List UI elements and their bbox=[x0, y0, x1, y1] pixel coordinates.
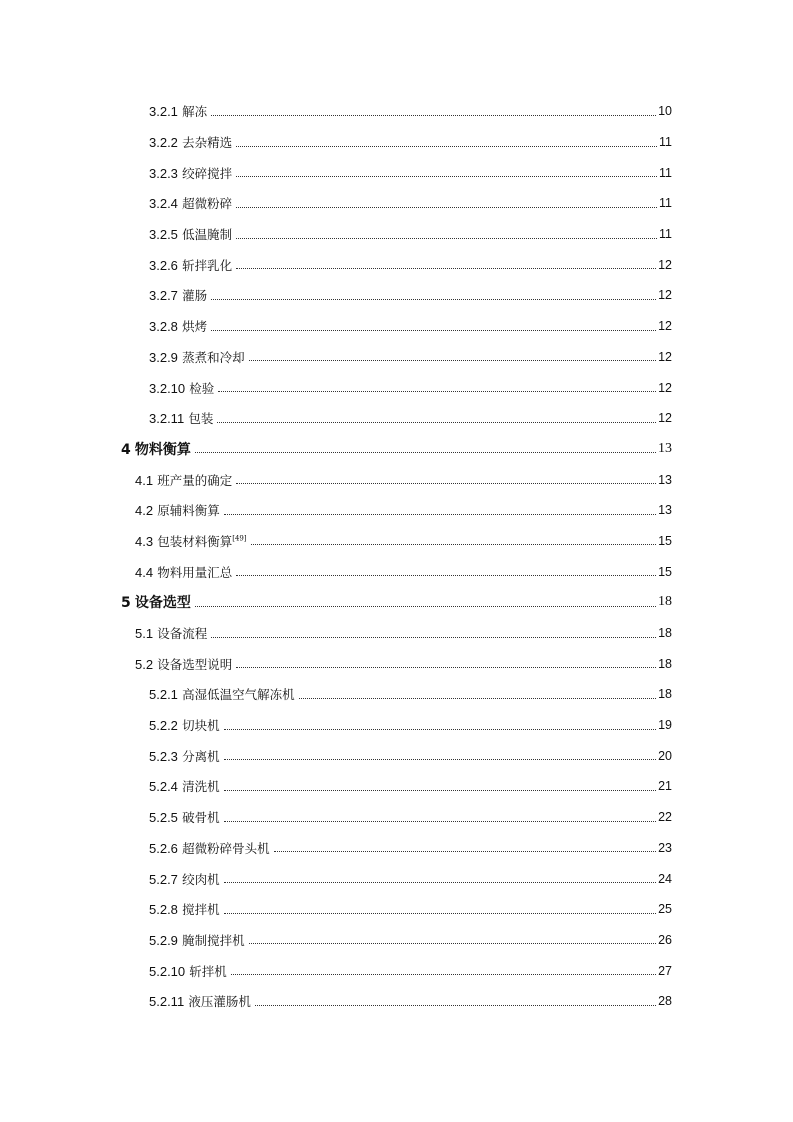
toc-entry-number: 5.1 bbox=[135, 626, 154, 642]
dot-leader bbox=[299, 698, 657, 699]
toc-entry[interactable] bbox=[0, 219, 793, 250]
toc-entry[interactable] bbox=[0, 863, 793, 894]
toc-entry-title: 设备流程 bbox=[157, 626, 208, 642]
toc-entry-number: 4.1 bbox=[135, 472, 154, 488]
toc-entry-page-number: 22 bbox=[658, 810, 672, 825]
dot-leader bbox=[255, 1005, 656, 1006]
toc-entry-title: 斩拌机 bbox=[189, 963, 227, 979]
toc-entry-label bbox=[121, 439, 193, 459]
toc-entry-title: 检验 bbox=[189, 380, 215, 396]
toc-entry-label bbox=[149, 777, 222, 795]
toc-entry-label bbox=[149, 747, 222, 765]
toc-entry-title: 解冻 bbox=[182, 104, 208, 120]
toc-entry-page-number: 20 bbox=[658, 748, 672, 763]
toc-entry-title: 搅拌机 bbox=[182, 902, 220, 918]
toc-entry-label bbox=[149, 992, 253, 1010]
toc-entry[interactable] bbox=[0, 96, 793, 127]
dot-leader bbox=[224, 759, 657, 760]
toc-entry-label bbox=[149, 409, 215, 427]
toc-entry-page-number: 12 bbox=[658, 257, 672, 272]
toc-entry-page-number: 12 bbox=[658, 349, 672, 364]
toc-entry-title: 包装材料衡算 bbox=[157, 533, 233, 549]
toc-entry[interactable] bbox=[0, 526, 793, 557]
dot-leader bbox=[224, 729, 657, 730]
toc-entry-number: 5.2.4 bbox=[149, 779, 178, 795]
toc-entry-label bbox=[149, 839, 272, 857]
toc-entry-page-number: 12 bbox=[658, 288, 672, 303]
toc-entry-title: 破骨机 bbox=[182, 810, 220, 826]
toc-entry-page-number: 24 bbox=[658, 871, 672, 886]
dot-leader bbox=[236, 176, 657, 177]
toc-entry[interactable] bbox=[0, 618, 793, 649]
dot-leader bbox=[224, 514, 656, 515]
dot-leader bbox=[224, 790, 657, 791]
dot-leader bbox=[224, 821, 657, 822]
dot-leader bbox=[211, 299, 656, 300]
toc-entry-title: 液压灌肠机 bbox=[188, 994, 251, 1010]
toc-entry-label bbox=[149, 256, 234, 274]
toc-entry[interactable] bbox=[0, 802, 793, 833]
toc-entry[interactable] bbox=[0, 925, 793, 956]
toc-entry-number: 3.2.11 bbox=[149, 411, 185, 427]
toc-entry-label bbox=[149, 900, 222, 918]
toc-entry[interactable] bbox=[0, 280, 793, 311]
toc-entry-label bbox=[149, 379, 216, 397]
toc-entry-number: 3.2.8 bbox=[149, 319, 178, 335]
dot-leader bbox=[236, 575, 656, 576]
toc-entry-page-number: 11 bbox=[659, 196, 672, 211]
toc-entry-number: 3.2.7 bbox=[149, 288, 178, 304]
citation-superscript: [49] bbox=[232, 534, 247, 543]
toc-entry-label bbox=[149, 133, 234, 151]
toc-entry[interactable] bbox=[0, 434, 793, 465]
toc-entry[interactable] bbox=[0, 157, 793, 188]
dot-leader bbox=[217, 422, 656, 423]
toc-entry-label bbox=[135, 624, 209, 642]
dot-leader bbox=[211, 637, 656, 638]
toc-entry-label bbox=[149, 685, 297, 703]
toc-entry-label bbox=[149, 931, 247, 949]
toc-entry[interactable] bbox=[0, 833, 793, 864]
toc-entry-number: 5.2.1 bbox=[149, 687, 178, 703]
dot-leader bbox=[211, 330, 656, 331]
dot-leader bbox=[236, 207, 657, 208]
toc-entry-label bbox=[135, 563, 234, 581]
toc-entry-page-number: 28 bbox=[658, 994, 672, 1009]
dot-leader bbox=[274, 851, 657, 852]
toc-entry-title: 清洗机 bbox=[182, 779, 220, 795]
dot-leader bbox=[249, 943, 657, 944]
toc-entry-label bbox=[135, 532, 249, 550]
toc-entry-label bbox=[149, 102, 209, 120]
toc-entry-page-number: 12 bbox=[658, 411, 672, 426]
toc-entry-title: 超微粉碎 bbox=[182, 196, 233, 212]
toc-entry-number: 3.2.9 bbox=[149, 349, 178, 365]
toc-entry-page-number: 27 bbox=[658, 963, 672, 978]
toc-entry-page-number: 13 bbox=[658, 503, 672, 518]
toc-entry[interactable] bbox=[0, 710, 793, 741]
toc-entry-number: 5.2.9 bbox=[149, 932, 178, 948]
toc-entry-label bbox=[149, 716, 222, 734]
toc-entry-title: 原辅料衡算 bbox=[157, 503, 220, 519]
toc-entry-page-number: 19 bbox=[658, 718, 672, 733]
dot-leader bbox=[195, 452, 656, 453]
toc-entry-title: 低温腌制 bbox=[182, 227, 233, 243]
toc-entry-page-number: 18 bbox=[658, 687, 672, 702]
table-of-contents bbox=[0, 96, 793, 1017]
toc-entry-page-number: 18 bbox=[658, 626, 672, 641]
toc-entry-page-number: 15 bbox=[658, 564, 672, 579]
toc-entry-title: 烘烤 bbox=[182, 319, 208, 335]
toc-entry-number: 5.2.5 bbox=[149, 810, 178, 826]
toc-entry-number: 3.2.3 bbox=[149, 165, 178, 181]
toc-entry-number: 3.2.10 bbox=[149, 380, 186, 396]
toc-entry-label bbox=[135, 471, 234, 489]
dot-leader bbox=[251, 544, 656, 545]
toc-entry-title: 斩拌乳化 bbox=[182, 257, 233, 273]
dot-leader bbox=[236, 146, 657, 147]
toc-entry-number: 3.2.1 bbox=[149, 104, 178, 120]
toc-entry-page-number: 11 bbox=[659, 135, 672, 150]
dot-leader bbox=[224, 882, 657, 883]
toc-entry-number: 5.2.11 bbox=[149, 994, 185, 1010]
toc-entry-number: 5.2.7 bbox=[149, 871, 178, 887]
dot-leader bbox=[218, 391, 656, 392]
dot-leader bbox=[236, 238, 657, 239]
toc-entry[interactable] bbox=[0, 188, 793, 219]
toc-entry-page-number: 21 bbox=[658, 779, 672, 794]
dot-leader bbox=[211, 115, 656, 116]
toc-entry-number: 5.2 bbox=[135, 656, 154, 672]
toc-entry[interactable] bbox=[0, 495, 793, 526]
toc-entry-number: 5.2.3 bbox=[149, 748, 178, 764]
toc-entry[interactable] bbox=[0, 403, 793, 434]
toc-entry-number: 3.2.4 bbox=[149, 196, 178, 212]
toc-entry-title: 灌肠 bbox=[182, 288, 208, 304]
toc-entry-page-number: 18 bbox=[658, 594, 672, 610]
toc-entry[interactable] bbox=[0, 464, 793, 495]
toc-entry-page-number: 26 bbox=[658, 932, 672, 947]
toc-entry[interactable] bbox=[0, 556, 793, 587]
toc-entry-title: 切块机 bbox=[182, 718, 220, 734]
toc-entry[interactable] bbox=[0, 648, 793, 679]
toc-entry-number: 5.2.10 bbox=[149, 963, 186, 979]
toc-entry-title: 班产量的确定 bbox=[157, 472, 233, 488]
toc-entry-label bbox=[149, 870, 222, 888]
toc-entry-page-number: 11 bbox=[659, 227, 672, 242]
toc-entry[interactable] bbox=[0, 771, 793, 802]
toc-entry-title: 设备选型 bbox=[134, 595, 191, 612]
toc-entry-page-number: 12 bbox=[658, 319, 672, 334]
toc-entry-number: 5.2.8 bbox=[149, 902, 178, 918]
toc-entry-number: 4.3 bbox=[135, 533, 154, 549]
dot-leader bbox=[236, 483, 656, 484]
toc-entry-title: 蒸煮和冷却 bbox=[182, 349, 245, 365]
dot-leader bbox=[224, 913, 657, 914]
toc-entry-number: 3.2.2 bbox=[149, 135, 178, 151]
toc-entry-title: 物料用量汇总 bbox=[157, 564, 233, 580]
toc-entry-page-number: 12 bbox=[658, 380, 672, 395]
toc-entry-label bbox=[149, 286, 209, 304]
toc-entry[interactable] bbox=[0, 127, 793, 158]
toc-entry-page-number: 13 bbox=[658, 472, 672, 487]
toc-entry[interactable] bbox=[0, 986, 793, 1017]
toc-entry-page-number: 15 bbox=[658, 533, 672, 548]
toc-entry-page-number: 25 bbox=[658, 902, 672, 917]
toc-entry-number: 4 bbox=[121, 441, 131, 458]
toc-entry-title: 分离机 bbox=[182, 748, 220, 764]
toc-entry-number: 3.2.5 bbox=[149, 227, 178, 243]
toc-entry[interactable] bbox=[0, 311, 793, 342]
dot-leader bbox=[249, 360, 657, 361]
dot-leader bbox=[231, 974, 656, 975]
toc-entry-title: 设备选型说明 bbox=[157, 656, 233, 672]
toc-entry-label bbox=[149, 225, 234, 243]
toc-entry-label bbox=[121, 592, 193, 612]
dot-leader bbox=[195, 606, 656, 607]
dot-leader bbox=[236, 667, 656, 668]
toc-entry-page-number: 13 bbox=[658, 440, 672, 456]
toc-entry-title: 绞肉机 bbox=[182, 871, 220, 887]
toc-entry-label bbox=[149, 808, 222, 826]
toc-entry-label bbox=[149, 317, 209, 335]
toc-entry-title: 物料衡算 bbox=[134, 441, 191, 458]
toc-entry[interactable] bbox=[0, 740, 793, 771]
toc-entry-page-number: 10 bbox=[658, 104, 672, 119]
toc-entry-title: 包装 bbox=[188, 411, 214, 427]
toc-entry[interactable] bbox=[0, 587, 793, 618]
toc-entry-number: 5.2.2 bbox=[149, 718, 178, 734]
toc-entry-label bbox=[149, 962, 229, 980]
toc-entry-title: 绞碎搅拌 bbox=[182, 165, 233, 181]
toc-entry-number: 4.4 bbox=[135, 564, 154, 580]
toc-entry-label bbox=[149, 164, 234, 182]
toc-entry[interactable] bbox=[0, 372, 793, 403]
toc-entry-title: 高湿低温空气解冻机 bbox=[182, 687, 295, 703]
toc-entry-title: 去杂精选 bbox=[182, 135, 233, 151]
toc-entry[interactable] bbox=[0, 955, 793, 986]
toc-entry-page-number: 11 bbox=[659, 165, 672, 180]
toc-entry-number: 3.2.6 bbox=[149, 257, 178, 273]
toc-entry[interactable] bbox=[0, 894, 793, 925]
toc-entry[interactable] bbox=[0, 249, 793, 280]
toc-entry-page-number: 23 bbox=[658, 840, 672, 855]
toc-entry[interactable] bbox=[0, 342, 793, 373]
toc-entry-label bbox=[135, 501, 222, 519]
toc-entry-title: 腌制搅拌机 bbox=[182, 932, 245, 948]
toc-entry-title: 超微粉碎骨头机 bbox=[182, 840, 270, 856]
toc-entry-number: 5 bbox=[121, 595, 131, 612]
toc-entry-number: 4.2 bbox=[135, 503, 154, 519]
toc-entry-label bbox=[149, 348, 247, 366]
toc-entry-label bbox=[135, 655, 234, 673]
dot-leader bbox=[236, 268, 656, 269]
toc-entry-page-number: 18 bbox=[658, 656, 672, 671]
toc-entry-number: 5.2.6 bbox=[149, 840, 178, 856]
toc-entry[interactable] bbox=[0, 679, 793, 710]
toc-entry-label bbox=[149, 194, 234, 212]
